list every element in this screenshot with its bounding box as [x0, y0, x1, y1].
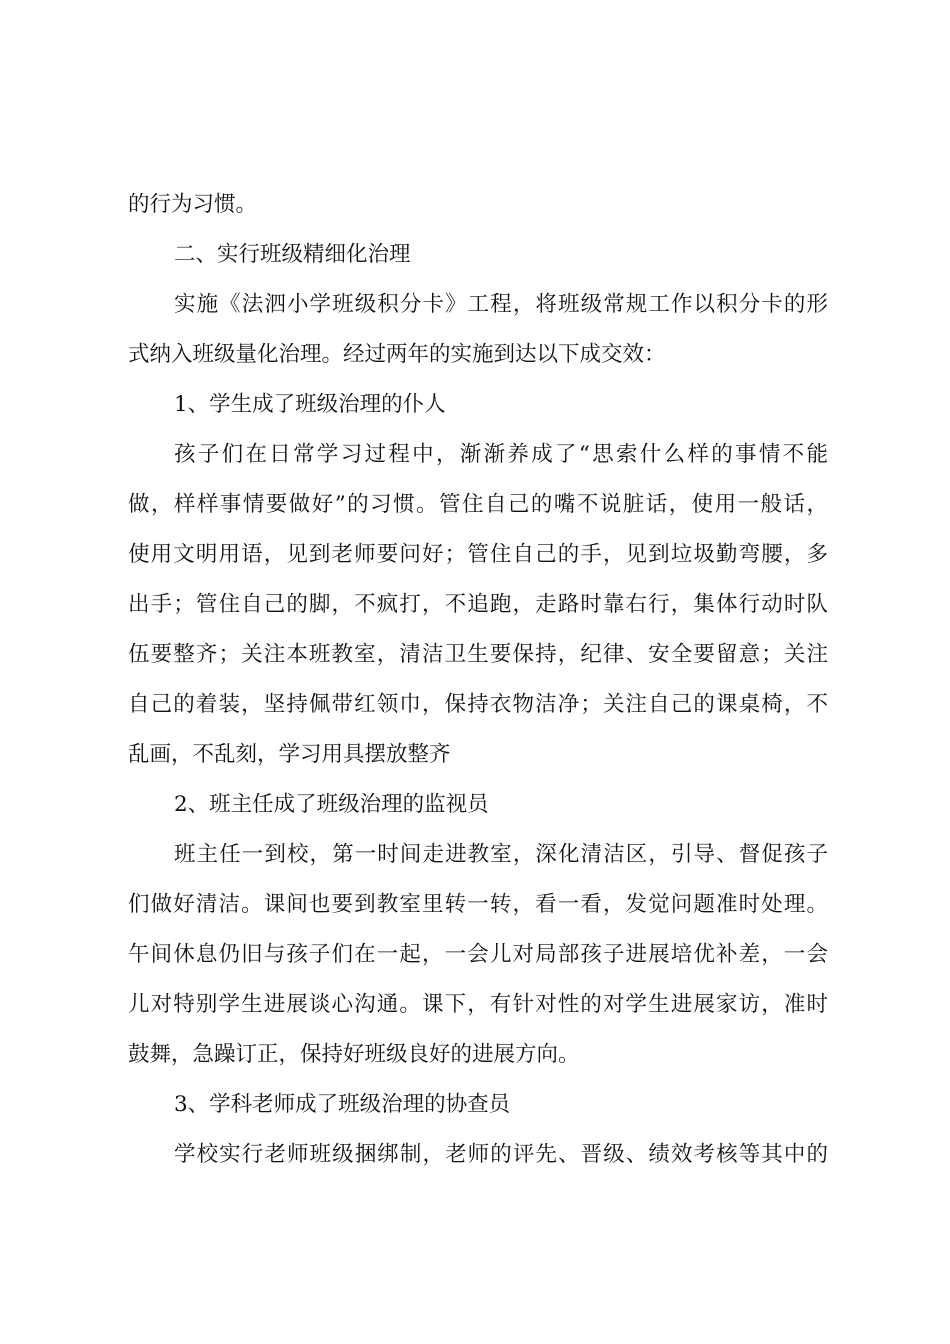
text-line: 儿对特别学生进展谈心沟通。课下，有针对性的对学生进展家访，准时 [128, 992, 828, 1017]
text-line: 使用文明用语，见到老师要问好；管住自己的手，见到垃圾勤弯腰，多 [128, 542, 828, 567]
text-line: 式纳入班级量化治理。经过两年的实施到达以下成交效： [128, 342, 666, 367]
text-line: 自己的着装，坚持佩带红领巾，保持衣物洁净；关注自己的课桌椅，不 [128, 692, 828, 717]
subsection-heading: 2、班主任成了班级治理的监视员 [174, 792, 489, 817]
text-line: 做，样样事情要做好”的习惯。管住自己的嘴不说脏话，使用一般话， [128, 492, 828, 517]
text-line: 伍要整齐；关注本班教室，清洁卫生要保持，纪律、安全要留意；关注 [128, 642, 828, 667]
text-line: 学校实行老师班级捆绑制，老师的评先、晋级、绩效考核等其中的 [174, 1142, 828, 1167]
text-line: 乱画，不乱刻，学习用具摆放整齐 [128, 742, 451, 767]
subsection-heading: 1、学生成了班级治理的仆人 [174, 392, 446, 417]
text-line: 实施《法泗小学班级积分卡》工程，将班级常规工作以积分卡的形 [174, 292, 828, 317]
text-line: 班主任一到校，第一时间走进教室，深化清洁区，引导、督促孩子 [174, 842, 828, 867]
subsection-heading: 3、学科老师成了班级治理的协查员 [174, 1092, 511, 1117]
text-line: 的行为习惯。 [128, 192, 258, 217]
text-line: 们做好清洁。课间也要到教室里转一转，看一看，发觉问题准时处理。 [128, 892, 828, 917]
text-line: 出手；管住自己的脚，不疯打，不追跑，走路时靠右行，集体行动时队 [128, 592, 828, 617]
text-line: 孩子们在日常学习过程中，渐渐养成了“思索什么样的事情不能 [174, 442, 828, 467]
text-line: 午间休息仍旧与孩子们在一起，一会儿对局部孩子进展培优补差，一会 [128, 942, 828, 967]
section-heading: 二、实行班级精细化治理 [174, 242, 411, 267]
text-line: 鼓舞，急躁订正，保持好班级良好的进展方向。 [128, 1042, 580, 1067]
